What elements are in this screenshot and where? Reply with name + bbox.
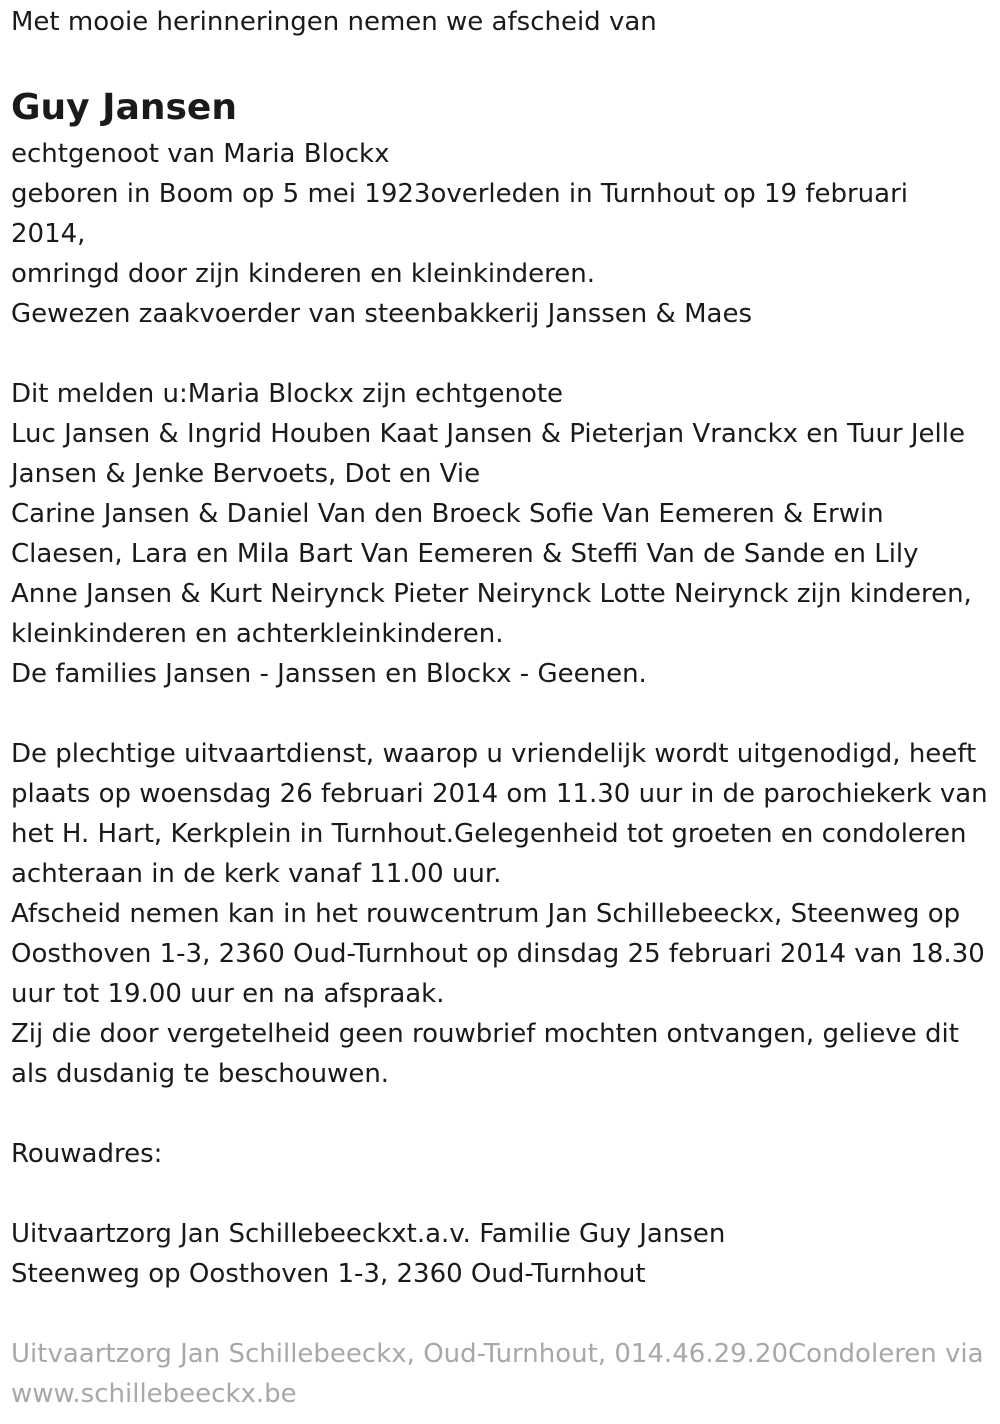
announcers-line: Luc Jansen & Ingrid Houben Kaat Jansen & Pieterjan Vranckx en Tuur Jelle Jansen & Jenke Bervoets, Dot en Vie (11, 419, 965, 489)
mourning-address (11, 1214, 990, 1294)
mourning-address-label: Rouwadres: (11, 1139, 163, 1169)
mourning-address-line: Steenweg op Oosthoven 1-3, 2360 Oud-Turnhout (11, 1259, 646, 1289)
service-section (11, 734, 990, 1094)
footer-text: Uitvaartzorg Jan Schillebeeckx, Oud-Turnhout, 014.46.29.20Condoleren via www.schillebeeckx.be (11, 1339, 984, 1409)
spouse-line: echtgenoot van Maria Blockx (11, 139, 390, 169)
surrounded-line: omringd door zijn kinderen en kleinkinderen. (11, 259, 595, 289)
service-line: De plechtige uitvaartdienst, waarop u vriendelijk wordt uitgenodigd, heeft plaats op woensdag 26 februari 2014 om 11.30 uur in de parochiekerk van het H. Hart, Kerkplein in Turnhout.Gelegenheid tot groeten en condoleren achteraan in de kerk vanaf 11.00 uur. (11, 739, 988, 889)
spacer (11, 694, 990, 734)
deceased-name: Guy Jansen (11, 87, 237, 128)
announcers-line: Carine Jansen & Daniel Van den Broeck Sofie Van Eemeren & Erwin Claesen, Lara en Mila Bart Van Eemeren & Steffi Van de Sande en Lily Anne Jansen & Kurt Neirynck Pieter Neirynck Lotte Neirynck zijn kinderen, kleinkinderen en achterkleinkinderen. (11, 499, 972, 649)
service-line: Zij die door vergetelheid geen rouwbrief mochten ontvangen, gelieve dit als dusdanig te beschouwen. (11, 1019, 959, 1089)
spacer (11, 1174, 990, 1214)
birth-death-line: geboren in Boom op 5 mei 1923overleden in Turnhout op 19 februari 2014, (11, 179, 908, 249)
announcers-section (11, 374, 990, 694)
intro-text: Met mooie herinneringen nemen we afscheid van (11, 7, 657, 37)
mourning-address-line: Uitvaartzorg Jan Schillebeeckxt.a.v. Familie Guy Jansen (11, 1219, 726, 1249)
service-line: Afscheid nemen kan in het rouwcentrum Jan Schillebeeckx, Steenweg op Oosthoven 1-3, 2360 Oud-Turnhout op dinsdag 25 februari 2014 van 18.30 uur tot 19.00 uur en na afspraak. (11, 899, 985, 1009)
occupation-line: Gewezen zaakvoerder van steenbakkerij Janssen & Maes (11, 299, 752, 329)
announcers-line: Dit melden u:Maria Blockx zijn echtgenote (11, 379, 564, 409)
spacer (11, 1094, 990, 1134)
spacer (11, 334, 990, 374)
announcers-line: De families Jansen - Janssen en Blockx - Geenen. (11, 659, 647, 689)
